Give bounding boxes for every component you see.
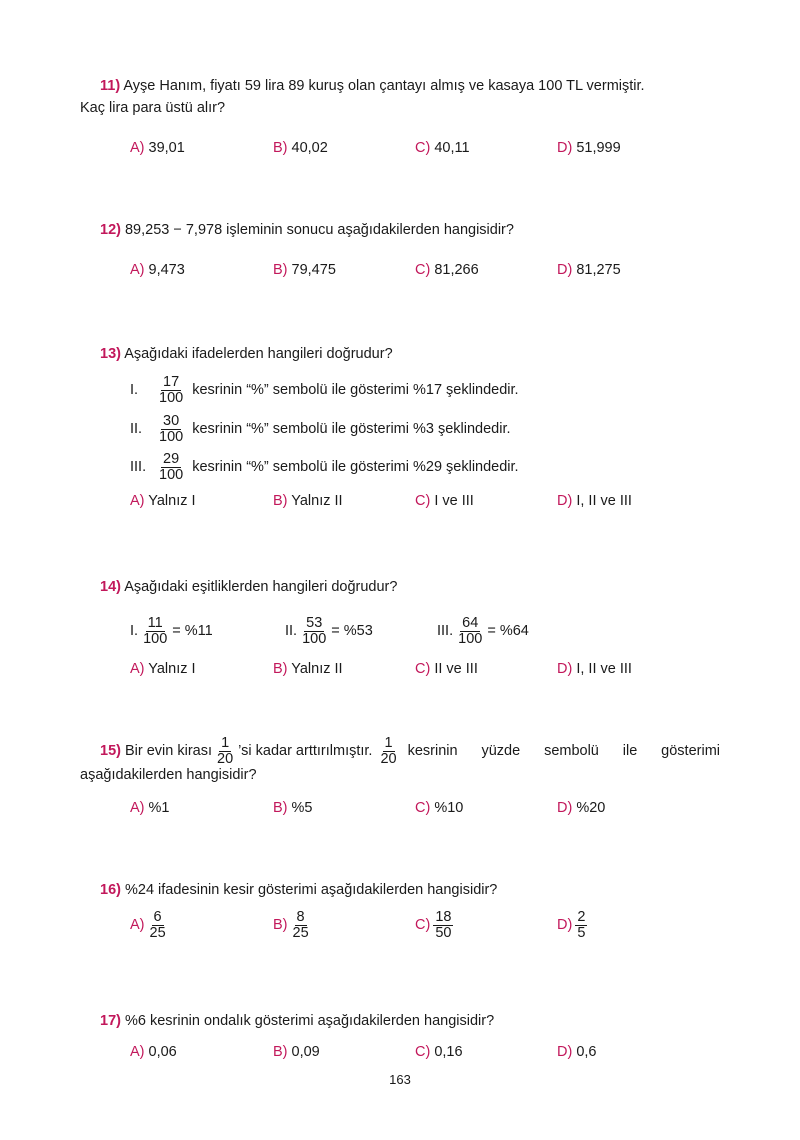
options-13 <box>130 490 710 520</box>
option-b[interactable]: B) 40,02 <box>273 140 328 156</box>
fraction: $\frac{11}{100}$ <box>143 614 168 647</box>
question-number: 16) <box>100 882 121 898</box>
question-number: 17) <box>100 1013 121 1029</box>
option-c[interactable]: C) 0,16 <box>415 1044 463 1060</box>
fraction: $\frac{53}{100}$ <box>302 614 327 647</box>
question-number: 12) <box>100 222 121 238</box>
option-a[interactable]: A) Yalnız I <box>130 661 196 677</box>
equality-3: III. $\frac{64}{100}$ = %64 <box>437 614 529 647</box>
option-a[interactable]: A) 0,06 <box>130 1044 177 1060</box>
options-15 <box>130 797 710 827</box>
equality-2: II. $\frac{53}{100}$ = %53 <box>285 614 373 647</box>
option-d[interactable]: D) $\frac{2}{5}$ <box>557 908 586 941</box>
fraction: $\frac{1}{20}$ <box>380 734 397 767</box>
page-number: 163 <box>389 1072 411 1087</box>
option-a[interactable]: A) %1 <box>130 800 170 816</box>
question-text: %6 kesrinin ondalık gösterimi aşağıdakilerden hangisidir? <box>120 1013 495 1029</box>
option-d[interactable]: D) %20 <box>557 800 606 816</box>
fraction: $\frac{18}{50}$ <box>435 908 452 941</box>
fraction: $\frac{6}{25}$ <box>149 908 166 941</box>
question-number: 11) <box>100 78 121 94</box>
option-c[interactable]: C) I ve III <box>415 493 474 509</box>
fraction: $\frac{29}{100}$ <box>159 450 184 483</box>
option-c[interactable]: C) $\frac{18}{50}$ <box>415 908 452 941</box>
question-11-line1 <box>100 75 740 97</box>
question-16-stem <box>100 879 740 901</box>
option-d[interactable]: D) 0,6 <box>557 1044 597 1060</box>
option-b[interactable]: B) $\frac{8}{25}$ <box>273 908 309 941</box>
option-a[interactable]: A) $\frac{6}{25}$ <box>130 908 166 941</box>
statement-3: III. $\frac{29}{100}$ kesrinin “%” sembolü ile gösterimi %29 şeklindedir. <box>130 450 519 483</box>
fraction: $\frac{1}{20}$ <box>217 734 234 767</box>
equality-1: I. $\frac{11}{100}$ = %11 <box>130 614 213 647</box>
option-b[interactable]: B) 0,09 <box>273 1044 320 1060</box>
option-a[interactable]: A) 39,01 <box>130 140 185 156</box>
question-number: 14) <box>100 579 121 595</box>
question-17-stem <box>100 1010 740 1032</box>
question-12-stem <box>100 219 740 241</box>
option-b[interactable]: B) Yalnız II <box>273 493 343 509</box>
option-c[interactable]: C) II ve III <box>415 661 478 677</box>
option-d[interactable]: D) 81,275 <box>557 262 621 278</box>
question-14-stem <box>100 576 740 598</box>
question-text: Aşağıdaki ifadelerden hangileri doğrudur? <box>120 346 393 362</box>
question-13-stem <box>100 343 740 365</box>
option-a[interactable]: A) Yalnız I <box>130 493 196 509</box>
option-d[interactable]: D) I, II ve III <box>557 661 632 677</box>
options-11 <box>130 137 710 167</box>
option-d[interactable]: D) 51,999 <box>557 140 621 156</box>
fraction: $\frac{8}{25}$ <box>292 908 309 941</box>
question-text: Ayşe Hanım, fiyatı 59 lira 89 kuruş olan çantayı almış ve kasaya 100 TL vermiştir. <box>120 78 645 94</box>
question-number: 13) <box>100 346 121 362</box>
statement-2: II. $\frac{30}{100}$ kesrinin “%” sembolü ile gösterimi %3 şeklindedir. <box>130 412 511 445</box>
option-b[interactable]: B) Yalnız II <box>273 661 343 677</box>
option-d[interactable]: D) I, II ve III <box>557 493 632 509</box>
fraction: $\frac{2}{5}$ <box>577 908 586 941</box>
option-a[interactable]: A) 9,473 <box>130 262 185 278</box>
question-15-line2: aşağıdakilerden hangisidir? <box>80 767 257 783</box>
question-11-line2: Kaç lira para üstü alır? <box>80 100 226 116</box>
statement-1: I. $\frac{17}{100}$ kesrinin “%” sembolü ile gösterimi %17 şeklindedir. <box>130 373 519 406</box>
question-text: 89,253 − 7,978 işleminin sonucu aşağıdakilerden hangisidir? <box>120 222 514 238</box>
options-14 <box>130 658 710 688</box>
question-text: %24 ifadesinin kesir gösterimi aşağıdakilerden hangisidir? <box>120 882 498 898</box>
fraction: $\frac{64}{100}$ <box>458 614 483 647</box>
option-c[interactable]: C) 40,11 <box>415 140 470 156</box>
option-c[interactable]: C) %10 <box>415 800 464 816</box>
options-12 <box>130 259 710 289</box>
question-text: Aşağıdaki eşitliklerden hangileri doğrudur? <box>120 579 398 595</box>
option-b[interactable]: B) 79,475 <box>273 262 336 278</box>
option-c[interactable]: C) 81,266 <box>415 262 479 278</box>
question-15-line1: 15) Bir evin kirası $\frac{1}{20}$ ’si kadar arttırılmıştır. $\frac{1}{20}$ kesrinin yüzde sembolü ile gösterimi <box>100 734 720 767</box>
fraction: $\frac{30}{100}$ <box>159 412 184 445</box>
question-number: 15) <box>100 743 121 759</box>
options-16 <box>130 908 710 944</box>
fraction: $\frac{17}{100}$ <box>159 373 184 406</box>
option-b[interactable]: B) %5 <box>273 800 313 816</box>
options-17 <box>130 1041 710 1071</box>
